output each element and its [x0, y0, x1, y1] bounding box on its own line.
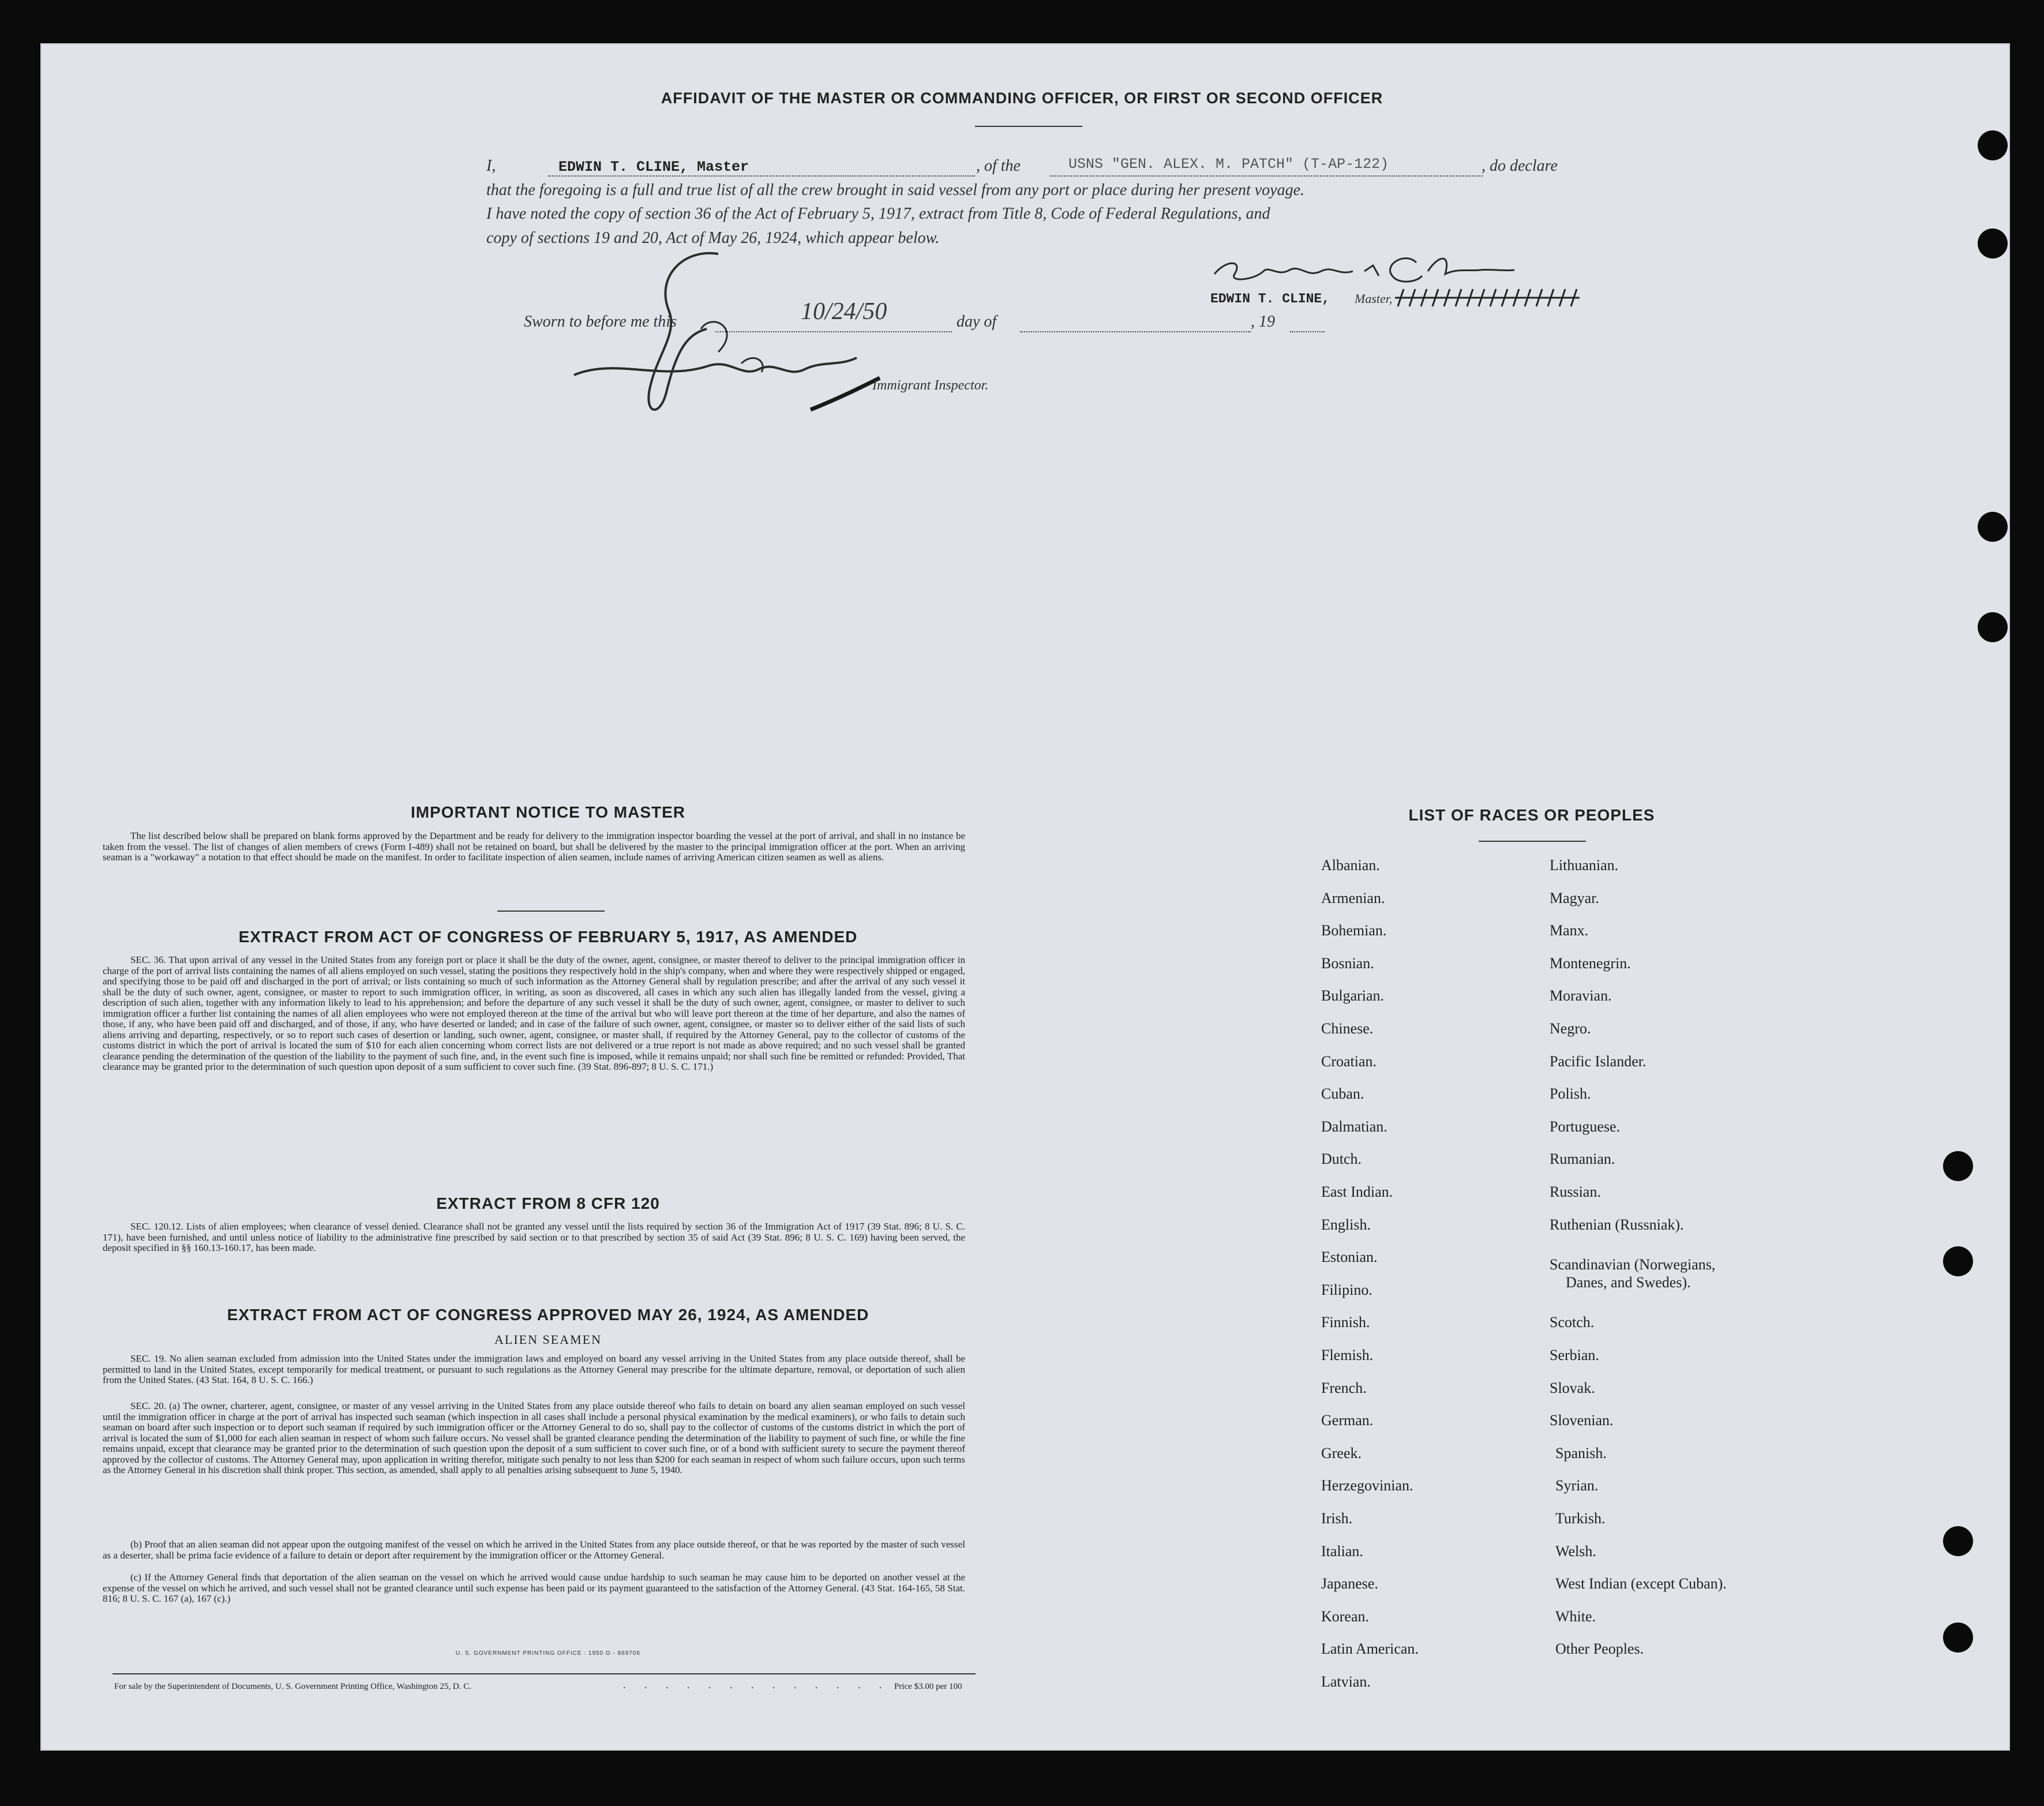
race-item: Bulgarian. [1321, 987, 1385, 1004]
punch-hole [1943, 1623, 1973, 1653]
race-item: Slovenian. [1550, 1412, 1614, 1429]
race-item: German. [1321, 1412, 1374, 1429]
race-item: Slovak. [1550, 1380, 1595, 1396]
extract-1924-sec20c: (c) If the Attorney General finds that deportation of the alien seaman on the vessel on which he arrived would cause undue hardship to such seaman he may cause him to be deported on another vessel at the expense of the vessel on which he arrived, and such vessel shall not be granted clearance until such expense has been paid or its payment guaranteed to the satisfaction of the Attorney General. (43 Stat. 164-165, 58 Stat. 816; 8 U. S. C. 167 (a), 167 (c).) [103, 1572, 965, 1604]
sworn-text: Sworn to before me this [524, 313, 677, 331]
race-item: Ruthenian (Russniak). [1550, 1216, 1684, 1233]
punch-hole [1943, 1246, 1973, 1276]
sale-notice: For sale by the Superintendent of Documents, U. S. Government Printing Office, Washington 25, D. C. [114, 1682, 471, 1691]
extract-1924-sec20b: (b) Proof that an alien seaman did not appear upon the outgoing manifest of the vessel on which he arrived in the United States from any place outside thereof, or that he was reported by the master of such vessel as a deserter, shall be prima facie evidence of a failure to detain or deport after requirement by the immigration officer or the Attorney General. [103, 1539, 965, 1561]
extract-cfr-text: SEC. 120.12. Lists of alien employees; when clearance of vessel denied. Clearance shall not be granted any vessel until the lists required by section 36 of the Immigration Act of 1917 (39 Stat. 896; 8 U. S. C. 171), have been furnished, and until unless notice of liability to the administrative fine prescribed by said section or to that prescribed by section 35 of said Act (39 Stat. 896; 8 U. S. C. 169) having been served, the deposit specified in §§ 160.13-160.17, has been made. [103, 1221, 965, 1253]
race-item: Korean. [1321, 1608, 1370, 1625]
races-title: LIST OF RACES OR PEOPLES [1408, 806, 1655, 824]
sale-dots: . . . . . . . . . . . . . [623, 1679, 890, 1691]
punch-hole [1978, 512, 2008, 542]
race-item: English. [1321, 1216, 1371, 1233]
race-item: Moravian. [1550, 987, 1612, 1004]
race-item: Serbian. [1550, 1347, 1599, 1363]
document-page [40, 43, 2010, 1751]
day-of-text: day of [957, 313, 997, 331]
punch-hole [1978, 228, 2008, 258]
race-item: Latin American. [1321, 1640, 1419, 1657]
signer-typed-name: EDWIN T. CLINE, [1210, 291, 1330, 306]
notice-title: IMPORTANT NOTICE TO MASTER [410, 803, 686, 821]
extract-cfr-title: EXTRACT FROM 8 CFR 120 [436, 1194, 660, 1212]
race-item: Portuguese. [1550, 1118, 1621, 1135]
affidavit-of-the: , of the [976, 157, 1021, 175]
race-item: Scandinavian (Norwegians, [1550, 1256, 1716, 1273]
race-item: Italian. [1321, 1543, 1363, 1560]
race-item: Croatian. [1321, 1053, 1377, 1070]
race-item: Montenegrin. [1550, 955, 1631, 972]
race-item: Estonian. [1321, 1249, 1378, 1265]
race-item: Irish. [1321, 1510, 1353, 1527]
strikeout-marks [1395, 286, 1585, 309]
vessel-name-line [1050, 175, 1483, 177]
inspector-signature [568, 242, 903, 427]
race-item: Albanian. [1321, 857, 1380, 874]
race-item: Bosnian. [1321, 955, 1374, 972]
punch-hole [1943, 1526, 1973, 1556]
race-item: French. [1321, 1380, 1367, 1396]
race-item: Rumanian. [1550, 1151, 1615, 1167]
extract-1924-sec19: SEC. 19. No alien seaman excluded from admission into the United States under the immigration laws and employed on board any vessel arriving in the United States from any place outside thereof, shall be permitted to land in the United States, except temporarily for medical treatment, or pursuant to such regulations as the Attorney General may prescribe for the ultimate departure, removal, or deportation of such alien from the United States. (43 Stat. 164, 8 U. S. C. 166.) [103, 1353, 965, 1385]
notice-divider [497, 911, 605, 912]
races-divider [1479, 841, 1586, 842]
race-item: Lithuanian. [1550, 857, 1619, 874]
extract-1924-sec20a: SEC. 20. (a) The owner, charterer, agent, consignee, or master of any vessel arriving in the United States from any place outside thereof who fails to detain on board any alien seaman employed on such vessel until the immigration officer in charge at the port of arrival has inspected such seaman (which inspection in all cases shall include a personal physical examination by the medical examiners), or who fails to detain such seaman on board after such inspection or to deport such seaman if required by such immigration officer or the Attorney General to do so, shall pay to the collector of customs of the customs district in which the port of arrival is located the sum of $1,000 for each alien seaman in respect of whom such failure occurs. No vessel shall be granted clearance pending the determination of the liability to payment of such fine, or while the fine remains unpaid, except that clearance may be granted prior to the determination of such question upon the deposit of a sum sufficient to cover such fine, or of a bond with sufficient surety to secure the payment thereof approved by the collector of customs. The Attorney General may, upon application in writing therefor, mitigate such penalty to not less than $200 for each seaman in respect of whom such failure occurs, upon such terms as the Attorney General in his discretion shall think proper. This section, as amended, shall apply to all penalties arising subsequent to June 5, 1940. [103, 1400, 965, 1475]
race-item: Other Peoples. [1555, 1640, 1644, 1657]
race-item: Pacific Islander. [1550, 1053, 1647, 1070]
race-item: Dalmatian. [1321, 1118, 1387, 1135]
race-item: Danes, and Swedes). [1566, 1274, 1691, 1291]
notice-text: The list described below shall be prepared on blank forms approved by the Department and be ready for delivery to the immigration inspector boarding the vessel at the port of arrival, and shall in no instance be taken from the vessel. The list of changes of alien members of crews (Form I-489) shall not be retained on board, but shall be delivered by the master to the principal immigration officer at the port. When an arriving seaman is a "workaway" a notation to that effect should be made on the manifest. In order to facilitate inspection of alien seamen, include names of arriving American citizen seamen as well as aliens. [103, 830, 965, 863]
race-item: Syrian. [1555, 1477, 1599, 1494]
affidavit-line-4: copy of sections 19 and 20, Act of May 26, 1924, which appear below. [486, 229, 940, 247]
punch-hole [1943, 1151, 1973, 1181]
title-divider [975, 126, 1082, 127]
extract-1917-title: EXTRACT FROM ACT OF CONGRESS OF FEBRUARY 5, 1917, AS AMENDED [238, 928, 858, 946]
race-item: Dutch. [1321, 1151, 1362, 1167]
year-prefix: , 19 [1251, 313, 1275, 331]
day-of-line [1020, 331, 1251, 332]
extract-1924-subtitle: ALIEN SEAMEN [494, 1332, 602, 1347]
race-item: Welsh. [1555, 1543, 1596, 1560]
inspector-label: Immigrant Inspector. [872, 378, 989, 393]
master-name-line [548, 175, 975, 177]
signer-role: Master, [1355, 291, 1393, 306]
affidavit-title: AFFIDAVIT OF THE MASTER OR COMMANDING OFFICER, OR FIRST OR SECOND OFFICER [661, 89, 1383, 107]
affidavit-declare: , do declare [1482, 157, 1558, 175]
race-item: Spanish. [1555, 1445, 1607, 1462]
race-item: Cuban. [1321, 1085, 1364, 1102]
race-item: Japanese. [1321, 1575, 1378, 1592]
price: Price $3.00 per 100 [894, 1682, 962, 1691]
race-item: Greek. [1321, 1445, 1362, 1462]
extract-1917-text: SEC. 36. That upon arrival of any vessel in the United States from any foreign port or place it shall be the duty of the owner, agent, consignee, or master thereof to deliver to the principal immigration officer in charge of the port of arrival lists containing the names of all aliens employed on such vessel, stating the positions they respectively hold in the ship's company, when and where they were respectively shipped or engaged, and specifying those to be paid off and discharged in the port of arrival; or lists containing so much of such information as the Attorney General shall by regulation prescribe; and after the arrival of any such vessel it shall be the duty of such owner, agent, consignee, or master to report to such immigration officer, in writing, as soon as discovered, all cases in which any such alien has illegally landed from the vessel, giving a description of such alien, together with any information likely to lead to his apprehension; and before the departure of any such vessel it shall be the duty of such owner, agent, consignee, or master to deliver to such immigration officer a further list containing the names of all alien employees who were not employed thereon at the time of the arrival but who will leave port thereon at the time of her departure, and also the names of those, if any, who have been paid off and discharged, and of those, if any, who have deserted or landed; and in case of the failure of such owner, agent, consignee, or master so to deliver either of the said lists of such aliens arriving and departing, respectively, or so to report such cases of desertion or landing, such owner, agent, consignee, or master shall, if required by the Attorney General, pay to the collector of customs of the customs district in which the port of arrival is located the sum of $10 for each alien concerning whom correct lists are not delivered or a true report is not made as above required; and no such vessel shall be granted clearance pending the determination of the question of the liability to the payment of such fine, and, in the event such fine is imposed, while it remains unpaid; nor shall such fine be remitted or refunded: Provided, That clearance may be granted prior to the determination of such question upon deposit of a sum sufficient to cover such fine. (39 Stat. 896-897; 8 U. S. C. 171.) [103, 954, 965, 1072]
sworn-date: 10/24/50 [801, 298, 887, 325]
race-item: Manx. [1550, 922, 1589, 939]
race-item: West Indian (except Cuban). [1555, 1575, 1727, 1592]
punch-hole [1978, 130, 2008, 160]
race-item: Polish. [1550, 1085, 1591, 1102]
race-item: Herzegovinian. [1321, 1477, 1413, 1494]
punch-hole [1978, 612, 2008, 642]
race-item: Latvian. [1321, 1673, 1371, 1690]
master-name: EDWIN T. CLINE, Master [558, 159, 749, 175]
race-item: Negro. [1550, 1020, 1591, 1037]
race-item: Magyar. [1550, 890, 1599, 906]
extract-1924-title: EXTRACT FROM ACT OF CONGRESS APPROVED MAY 26, 1924, AS AMENDED [227, 1306, 869, 1324]
vessel-name: USNS "GEN. ALEX. M. PATCH" (T-AP-122) [1068, 156, 1389, 173]
affidavit-line-2: that the foregoing is a full and true list of all the crew brought in said vessel from any port or place during her present voyage. [486, 181, 1305, 199]
affidavit-line-3: I have noted the copy of section 36 of the Act of February 5, 1917, extract from Title 8, Code of Federal Regulations, and [486, 205, 1270, 223]
race-item: Bohemian. [1321, 922, 1387, 939]
printer-imprint: U. S. GOVERNMENT PRINTING OFFICE : 1950 O - 869706 [456, 1650, 640, 1657]
race-item: Armenian. [1321, 890, 1385, 906]
year-line [1290, 331, 1325, 332]
race-item: Russian. [1550, 1183, 1601, 1200]
race-item: Chinese. [1321, 1020, 1374, 1037]
race-item: East Indian. [1321, 1183, 1393, 1200]
race-item: Filipino. [1321, 1282, 1372, 1298]
race-item: Flemish. [1321, 1347, 1374, 1363]
affidavit-i: I, [486, 157, 496, 175]
race-item: White. [1555, 1608, 1596, 1625]
race-item: Turkish. [1555, 1510, 1606, 1527]
footer-rule [112, 1673, 976, 1674]
race-item: Scotch. [1550, 1314, 1595, 1331]
race-item: Finnish. [1321, 1314, 1370, 1331]
